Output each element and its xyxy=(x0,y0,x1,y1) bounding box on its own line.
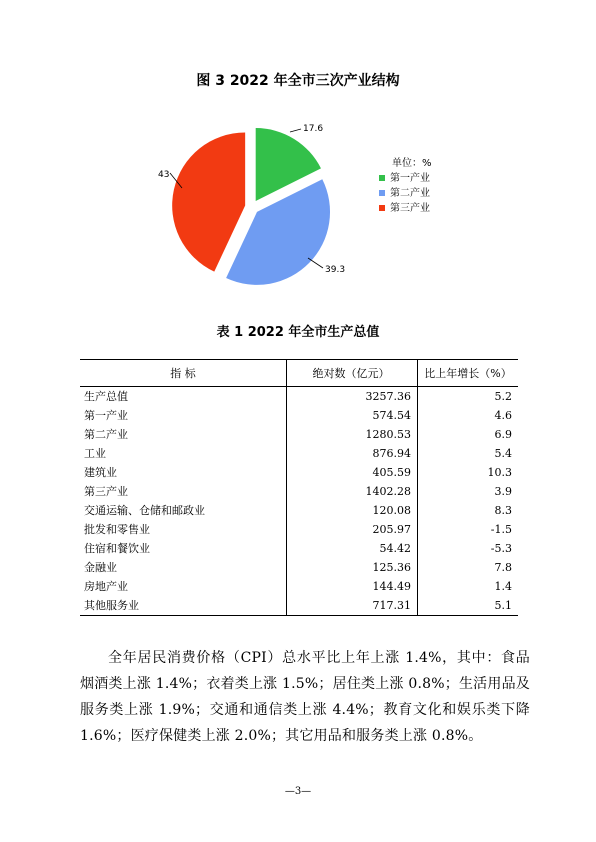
table-row xyxy=(80,444,518,463)
header-indicator: 指 标 xyxy=(80,360,287,387)
row-indicator: 住宿和餐饮业 xyxy=(80,539,287,558)
row-indicator: 工业 xyxy=(80,444,287,463)
table-row xyxy=(80,596,518,616)
row-growth-value: 10.3 xyxy=(487,466,512,479)
legend-label-2: 第二产业 xyxy=(390,188,430,199)
table-row xyxy=(80,539,518,558)
row-absolute-value: 1402.28 xyxy=(287,482,418,501)
legend-swatch-2 xyxy=(379,190,385,196)
table-row xyxy=(80,482,518,501)
table-row xyxy=(80,387,518,407)
cpi-text: 全年居民消费价格（CPI）总水平比上年上涨 1.4%，其中：食品烟酒类上涨 1.4%；衣着类上涨 1.5%；居住类上涨 0.8%；生活用品及服务类上涨 1.9%；交通和通信类上涨 4.4%；教育文化和娱乐类下降 1.6%；医疗保健类上涨 2.0%；其它用品和服务类上涨 0.8%。 xyxy=(80,650,530,744)
leader-line-1 xyxy=(290,129,301,132)
slice-label-3: 43 xyxy=(158,170,170,180)
row-absolute-value: 120.08 xyxy=(287,501,418,520)
table-row xyxy=(80,520,518,539)
row-indicator: 生产总值 xyxy=(80,387,287,407)
page-number: —3— xyxy=(284,786,312,797)
header-absolute: 绝对数（亿元） xyxy=(287,360,418,387)
row-indicator: 第三产业 xyxy=(80,482,287,501)
row-absolute-value: 717.31 xyxy=(287,596,418,616)
row-growth-value: 5.2 xyxy=(494,390,512,403)
row-absolute-value: 54.42 xyxy=(287,539,418,558)
table-row xyxy=(80,577,518,596)
row-absolute-value: 1280.53 xyxy=(287,425,418,444)
row-absolute-value: 876.94 xyxy=(287,444,418,463)
row-absolute-value: 574.54 xyxy=(287,406,418,425)
legend-swatch-3 xyxy=(379,205,385,211)
row-indicator: 金融业 xyxy=(80,558,287,577)
legend-title: 单位：% xyxy=(392,158,432,169)
row-growth-value: 8.3 xyxy=(494,504,512,517)
row-absolute-value: 3257.36 xyxy=(287,387,418,407)
cpi-paragraph xyxy=(80,645,530,749)
row-indicator: 批发和零售业 xyxy=(80,520,287,539)
legend-label-3: 第三产业 xyxy=(390,203,430,214)
figure-title: 图 3 2022 年全市三次产业结构 xyxy=(196,73,400,89)
row-growth-value: -1.5 xyxy=(490,523,512,536)
row-growth-value: 5.4 xyxy=(494,447,512,460)
row-indicator: 建筑业 xyxy=(80,463,287,482)
leader-line-2 xyxy=(308,258,323,268)
legend-swatch-1 xyxy=(379,175,385,181)
row-absolute-value: 144.49 xyxy=(287,577,418,596)
row-growth-value: 6.9 xyxy=(494,428,512,441)
row-growth-value: 5.1 xyxy=(418,596,519,616)
table-row xyxy=(80,406,518,425)
row-indicator: 交通运输、仓储和邮政业 xyxy=(80,501,287,520)
row-growth-value: -5.3 xyxy=(490,542,512,555)
row-growth-value: 1.4 xyxy=(494,580,512,593)
row-growth-value: 4.6 xyxy=(494,409,512,422)
table-row xyxy=(80,558,518,577)
gdp-table xyxy=(80,359,518,616)
row-indicator: 第一产业 xyxy=(80,406,287,425)
row-absolute-value: 125.36 xyxy=(287,558,418,577)
table-header-row xyxy=(80,360,518,387)
row-growth-value: 7.8 xyxy=(494,561,512,574)
table-row xyxy=(80,463,518,482)
table-title: 表 1 2022 年全市生产总值 xyxy=(216,325,380,340)
row-growth-value: 3.9 xyxy=(494,485,512,498)
slice-label-2: 39.3 xyxy=(325,265,346,275)
table-row xyxy=(80,425,518,444)
header-growth: 比上年增长（%） xyxy=(418,360,519,387)
pie-slice-3 xyxy=(172,132,245,271)
row-indicator: 其他服务业 xyxy=(80,596,287,616)
row-absolute-value: 405.59 xyxy=(287,463,418,482)
table-row xyxy=(80,501,518,520)
row-indicator: 第二产业 xyxy=(80,425,287,444)
slice-label-1: 17.6 xyxy=(303,124,324,134)
row-indicator: 房地产业 xyxy=(80,577,287,596)
pie-chart xyxy=(0,0,596,320)
row-absolute-value: 205.97 xyxy=(287,520,418,539)
legend-label-1: 第一产业 xyxy=(390,173,430,184)
